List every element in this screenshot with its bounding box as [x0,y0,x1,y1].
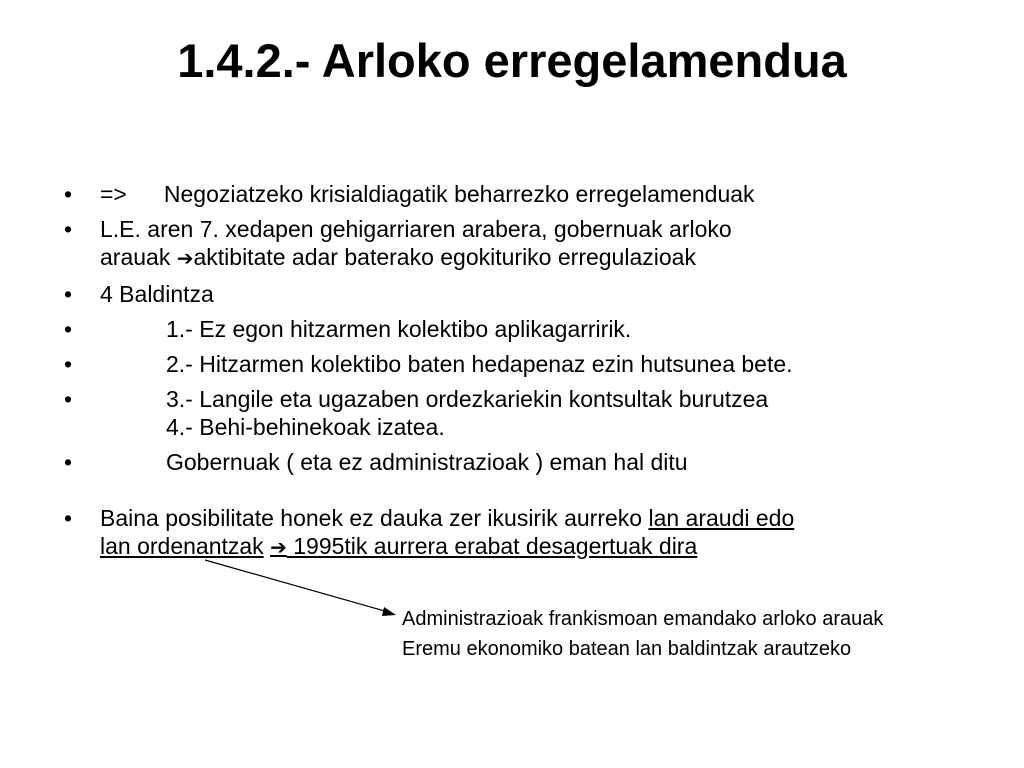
bullet-text: Negoziatzeko krisialdiagatik beharrezko erregelamenduak [163,181,755,207]
bullet-text: Baina posibilitate honek ez dauka zer ikusirik aurreko [100,505,649,531]
bullet-text: 4.- Behi-behinekoak izatea. [166,414,445,440]
bullet-dot: • [64,449,73,475]
bullet-prefix: => [100,181,127,207]
right-arrow-icon: ➔ [270,537,287,559]
bullet-text: 1.- Ez egon hitzarmen kolektibo aplikagarririk. [166,316,632,342]
connector-line [205,560,388,612]
bullet-text: arauak [100,244,177,270]
callout-line: Eremu ekonomiko batean lan baldintzak arautzeko [402,638,852,660]
callout-note [402,604,883,664]
slide-title: 1.4.2.- Arloko erregelamendua [177,34,847,87]
bullet-dot: • [64,181,73,207]
arrowhead-icon [382,607,396,616]
bullet-dot: • [64,216,73,242]
underlined-text: 1995tik aurrera erabat desagertuak dira [286,533,698,559]
bullet-dot: • [64,281,73,307]
bullet-text: aktibitate adar baterako egokituriko erregulazioak [193,244,696,270]
bullet-dot: • [64,316,73,342]
bullet-dot: • [64,505,73,531]
underlined-text: lan araudi edo [648,505,795,531]
callout-line: Administrazioak frankismoan emandako arloko arauak [402,608,884,630]
bullet-text: L.E. aren 7. xedapen gehigarriaren arabera, gobernuak arloko [100,216,732,242]
bullet-dot: • [64,351,73,377]
underlined-text: lan ordenantzak [100,533,264,559]
right-arrow-icon: ➔ [176,248,194,270]
bullet-text: 3.- Langile eta ugazaben ordezkariekin kontsultak burutzea [166,386,769,412]
bullet-text: Gobernuak ( eta ez administrazioak ) eman hal ditu [166,449,688,475]
bullet-text: 4 Baldintza [100,281,214,307]
bullet-dot: • [64,386,73,412]
bullet-text: 2.- Hitzarmen kolektibo baten hedapenaz ezin hutsunea bete. [166,351,793,377]
